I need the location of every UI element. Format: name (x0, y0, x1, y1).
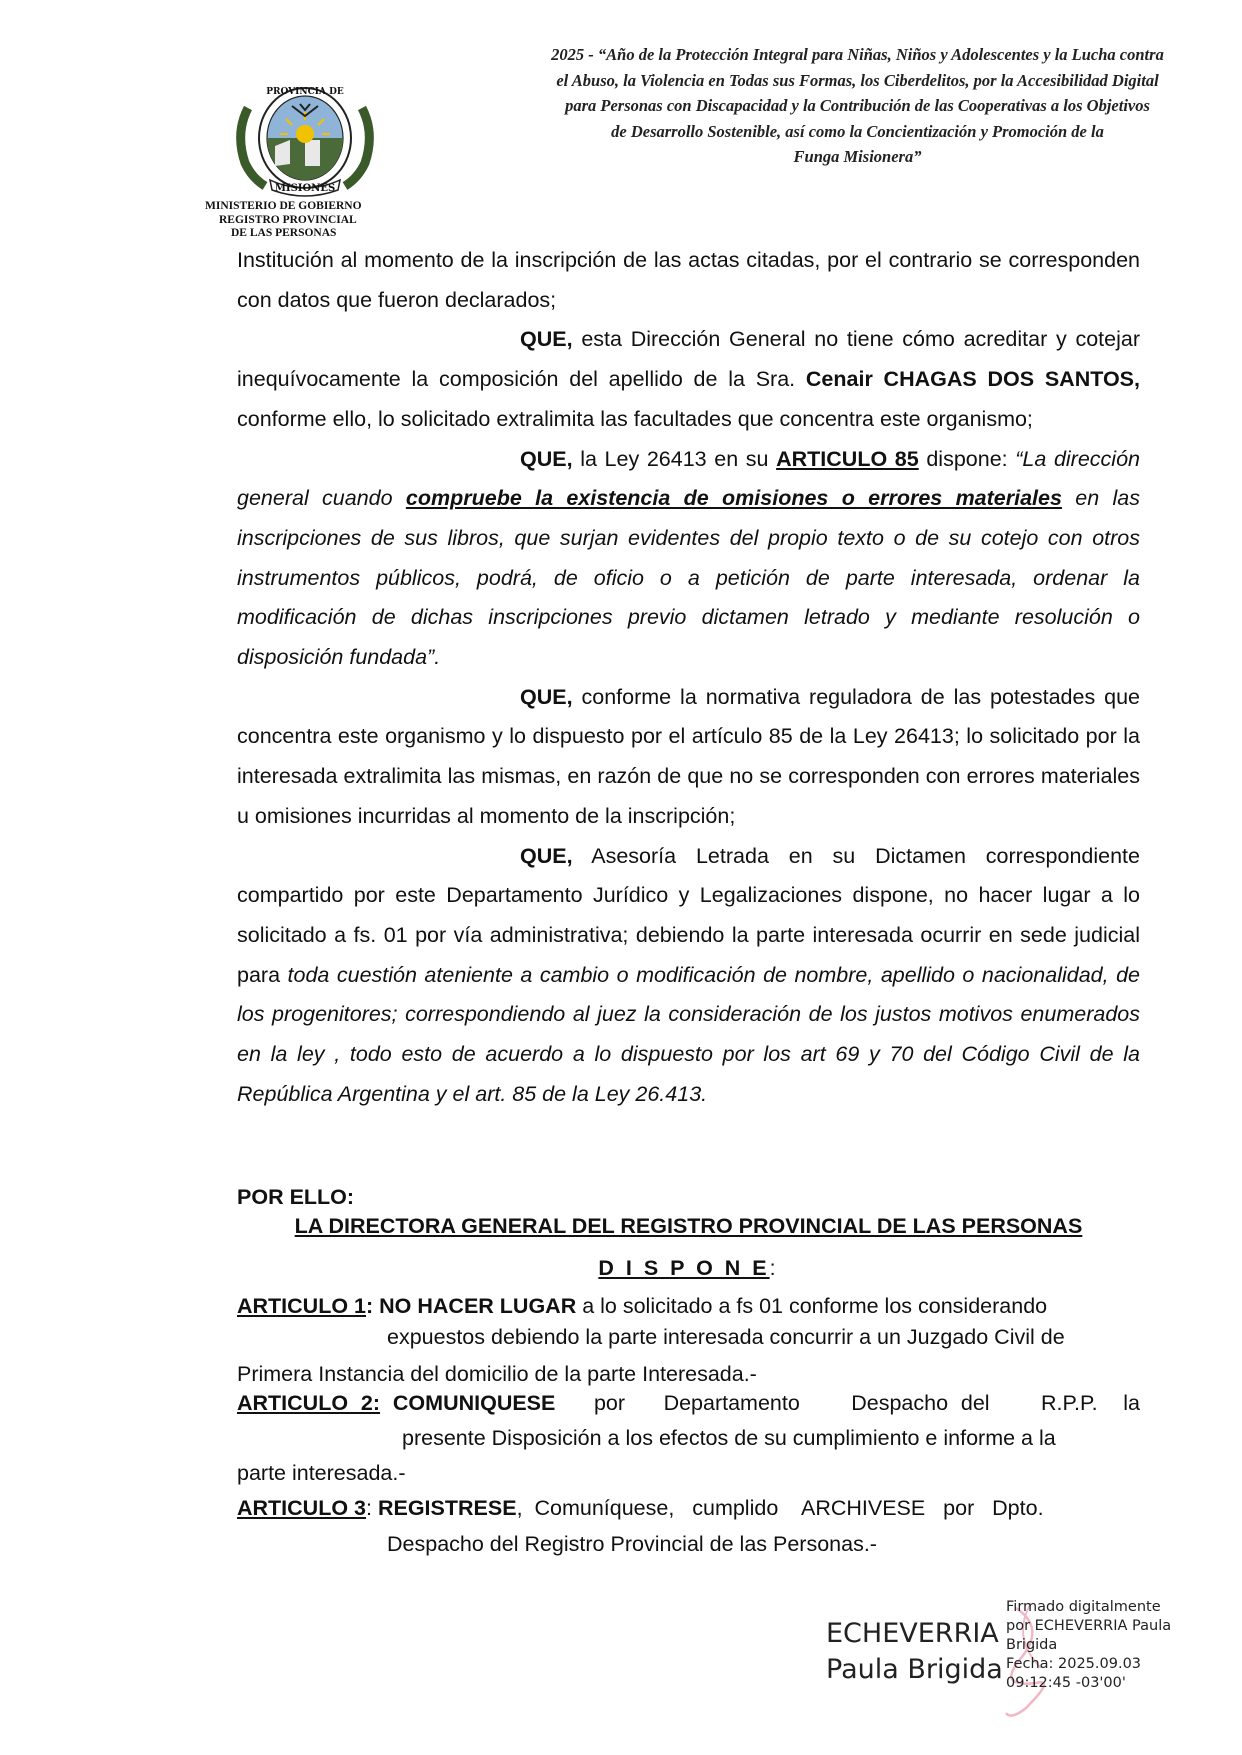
motto-line: Funga Misionera” (793, 147, 922, 166)
por-ello-heading: POR ELLO: (237, 1185, 355, 1209)
paragraph-text: esta Dirección General no tiene cómo acreditar y cotejar inequívocamente la composición del apellido de la Sra. (237, 327, 1140, 392)
motto-line: 2025 - “Año de la Protección Integral para Niñas, Niños y Adolescentes y la Lucha contra (551, 45, 1164, 64)
articulo-3-text: , Comuníquese, cumplido ARCHIVESE por Dpto. (516, 1496, 1044, 1520)
dispone-heading (237, 1256, 1140, 1281)
paragraph-text: dispone: (918, 446, 1016, 471)
paragraph-text: la Ley 26413 en su (572, 446, 777, 471)
misiones-coat-of-arms-logo (230, 78, 380, 198)
paragraph-que-4 (237, 837, 1140, 1115)
articulo-3-action: REGISTRESE (377, 1496, 517, 1520)
directora-heading: LA DIRECTORA GENERAL DEL REGISTRO PROVINCIAL DE LAS PERSONAS (294, 1214, 1083, 1238)
paragraph-que-3 (237, 678, 1140, 837)
ministry-line: REGISTRO PROVINCIAL (219, 213, 357, 226)
articulo-2-line-3: parte interesada.- (237, 1461, 406, 1485)
motto-line: el Abuso, la Violencia en Todas sus Formas, los Ciberdelitos, por la Accesibilidad Digital (556, 70, 1159, 90)
articulo-2-text: por Departamento Despacho del R.P.P. la (593, 1391, 1140, 1415)
articulo-3-line-1 (237, 1496, 1044, 1521)
digital-signature (826, 1598, 1226, 1728)
signature-meta-line: Firmado digitalmente (1006, 1599, 1161, 1615)
ministry-line: MINISTERIO DE GOBIERNO (205, 200, 362, 212)
person-name: Cenair CHAGAS DOS SANTOS, (805, 367, 1140, 392)
articulo-85-reference: ARTICULO 85 (776, 446, 919, 471)
quote-text: en las inscripciones de sus libros, que surjan evidentes del propio texto o de su cotejo con otros instrumentos públicos, podrá, de oficio o a petición de parte interesada, ordenar la modificación de dichas inscripciones previo dictamen letrado y mediante resolución o disposición fundada”. (237, 486, 1140, 670)
articulo-1-colon: : (366, 1294, 374, 1318)
dispone-colon: : (769, 1256, 779, 1280)
articulo-1-line-3: Primera Instancia del domicilio de la parte Interesada.- (237, 1362, 757, 1386)
articulo-1-text: a lo solicitado a fs 01 conforme los considerando (576, 1294, 1048, 1318)
que-label: QUE, (520, 327, 573, 352)
articulo-3-label: ARTICULO 3 (237, 1496, 366, 1520)
signer-name-line: ECHEVERRIA (826, 1618, 999, 1649)
articulo-2-line-1 (237, 1391, 1140, 1416)
paragraph-text: conforme la normativa reguladora de las potestades que concentra este organismo y lo dispuesto por el artículo 85 de la Ley 26413; lo solicitado por la interesada extralimita las mismas, en razón de que no se corresponden con errores materiales u omisiones incurridas al momento de la inscripción; (237, 684, 1140, 828)
ministry-line: DE LAS PERSONAS (231, 227, 337, 239)
quote-emphasis: compruebe la existencia de omisiones o errores materiales (405, 486, 1062, 511)
ministry-block (205, 200, 385, 241)
articulo-2-line-2: presente Disposición a los efectos de su cumplimiento e informe a la (402, 1426, 1056, 1450)
articulo-1-action: NO HACER LUGAR (373, 1294, 577, 1318)
quote-text: “La dirección general cuando (237, 446, 1140, 511)
articulo-2-action: COMUNIQUESE (392, 1391, 556, 1415)
dispone-word: D I S P O N E (598, 1256, 770, 1280)
articulo-3-line-2: Despacho del Registro Provincial de las Personas.- (387, 1532, 877, 1556)
que-label: QUE, (520, 843, 573, 868)
signer-name-line: Paula Brigida (826, 1654, 1003, 1685)
motto-line: de Desarrollo Sostenible, así como la Concientización y Promoción de la (611, 121, 1104, 141)
paragraph-que-2 (237, 440, 1140, 678)
signature-meta-line: 09:12:45 -03'00' (1006, 1675, 1126, 1691)
signature-meta-line: Fecha: 2025.09.03 (1006, 1656, 1142, 1672)
motto-line: para Personas con Discapacidad y la Contribución de las Cooperativas a los Objetivos (565, 96, 1150, 115)
articulo-3-colon: : (366, 1496, 372, 1520)
que-label: QUE, (520, 684, 573, 709)
articulo-2-label: ARTICULO 2: (237, 1391, 381, 1415)
que-label: QUE, (520, 446, 573, 471)
signature-meta-line: Brigida (1006, 1637, 1058, 1653)
articulo-1-label: ARTICULO 1 (237, 1294, 366, 1318)
signature-meta-line: por ECHEVERRIA Paula (1006, 1618, 1172, 1634)
logo-text-bottom: MISIONES (274, 183, 336, 194)
header-motto (495, 42, 1220, 170)
paragraph-que-1 (237, 320, 1140, 439)
signature-metadata (1006, 1598, 1171, 1693)
paragraph-text: conforme ello, lo solicitado extralimita las facultades que concentra este organismo; (237, 406, 1033, 431)
articulo-1-line-1 (237, 1294, 1047, 1319)
articulo-1-line-2: expuestos debiendo la parte interesada concurrir a un Juzgado Civil de (387, 1325, 1065, 1349)
logo-text-top: PROVINCIA DE (266, 87, 344, 97)
paragraph-text: Asesoría Letrada en su Dictamen correspondiente compartido por este Departamento Jurídico y Legalizaciones dispone, no hacer lugar a lo solicitado a fs. 01 por vía administrativa; debiendo la parte interesada ocurrir en sede judicial para (237, 843, 1140, 987)
document-body (237, 241, 1140, 1114)
paragraph-institucion: Institución al momento de la inscripción de las actas citadas, por el contrario se corresponden con datos que fueron declarados; (237, 248, 1140, 312)
italic-text: toda cuestión ateniente a cambio o modificación de nombre, apellido o nacionalidad, de los progenitores; correspondiendo al juez la consideración de los justos motivos enumerados en la ley , todo esto de acuerdo a lo dispuesto por los art 69 y 70 del Código Civil de la República Argentina y el art. 85 de la Ley 26.413. (237, 962, 1140, 1106)
